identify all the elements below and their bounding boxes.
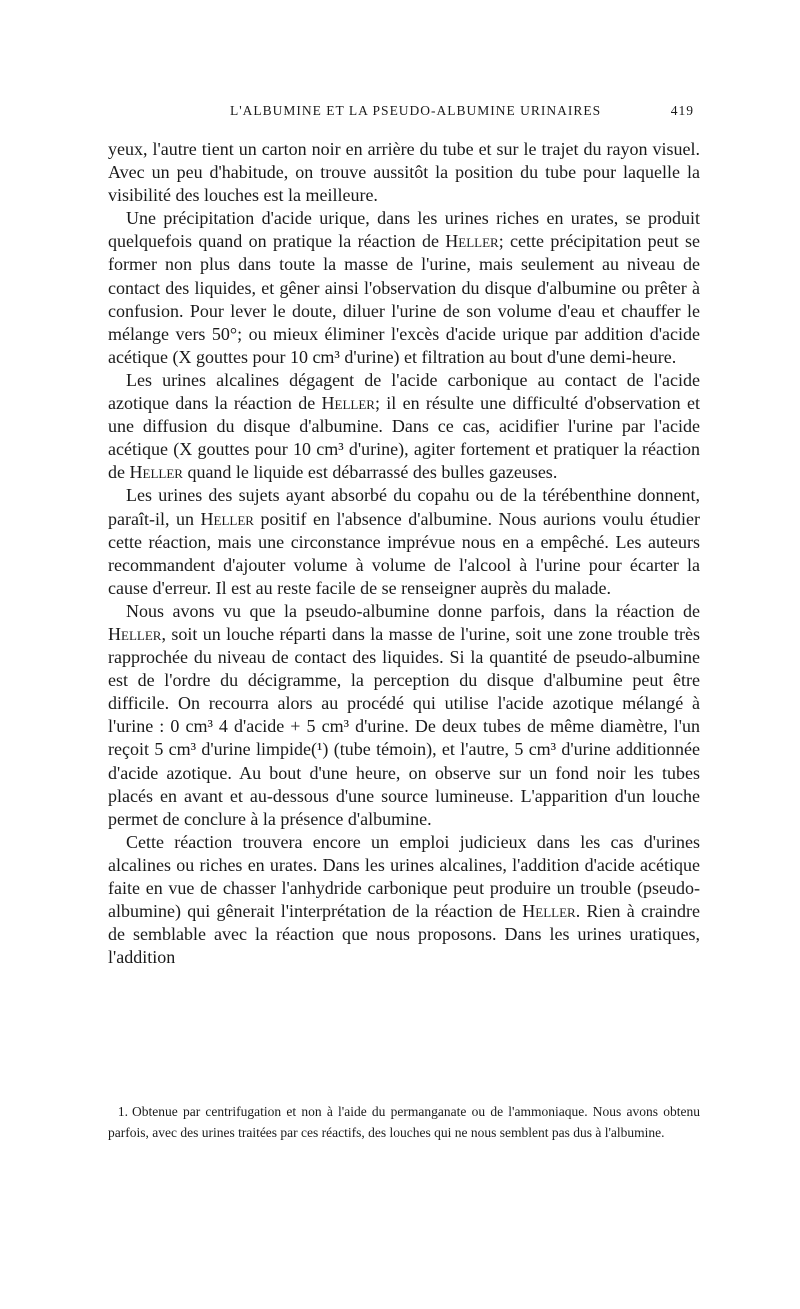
footnote bbox=[108, 1102, 700, 1143]
paragraph bbox=[108, 369, 700, 484]
paragraph-text: quand le liquide est débarrassé des bulles gazeuses. bbox=[182, 462, 558, 483]
paragraph-text: yeux, l'autre tient un carton noir en arrière du tube et sur le trajet du rayon visuel. Avec un peu d'habitude, on trouve aussitôt la position du tube pour laquelle la visibilité des louches est la meilleure. bbox=[108, 139, 700, 206]
paragraph bbox=[108, 484, 700, 599]
author-name: Heller bbox=[522, 901, 576, 922]
paragraph-text: Cette réaction trouvera encore un emploi judicieux dans les cas d'urines alcalines ou riches en urates. Dans les urines alcalines, l'addition d'acide acétique faite en vue de chasser l'anhydride carbonique peut produire un trouble (pseudo-albumine) qui gênerait l'interprétation de la réaction de bbox=[108, 831, 700, 922]
footnote-paragraph bbox=[108, 1102, 700, 1143]
paragraph-text: Nous avons vu que la pseudo-albumine donne parfois, dans la réaction de bbox=[126, 600, 700, 621]
paragraph-text: ; il en résulte une difficulté d'observation et une diffusion du disque d'albumine. Dans ce cas, acidifier l'urine par l'acide acétique (X gouttes pour 10 cm³ d'urine), agiter fortement et pratiquer la réaction de bbox=[108, 393, 700, 483]
paragraph bbox=[108, 207, 700, 369]
running-title: L'ALBUMINE ET LA PSEUDO-ALBUMINE URINAIRES bbox=[230, 103, 602, 118]
paragraph-text: Une précipitation d'acide urique, dans les urines riches en urates, se produit quelquefois quand on pratique la réaction de bbox=[108, 208, 700, 252]
author-name: Heller bbox=[129, 462, 183, 483]
paragraph-text: ; cette précipitation peut se former non plus dans toute la masse de l'urine, mais seulement au niveau de contact des liquides, et gêner ainsi l'observation du disque d'albumine ou prêter à confusion. Pour lever le doute, diluer l'urine de son volume d'eau et chauffer le mélange vers 50°; ou mieux éliminer l'excès d'acide urique par addition d'acide acétique (X gouttes pour 10 cm³ d'urine) et filtration au bout d'une demi-heure. bbox=[108, 231, 701, 367]
paragraph-text: Les urines des sujets ayant absorbé du copahu ou de la térébenthine donnent, paraît-il, un bbox=[108, 485, 700, 529]
author-name: Heller bbox=[445, 231, 499, 252]
author-name: Heller bbox=[108, 623, 162, 644]
paragraph bbox=[108, 138, 700, 207]
body-text bbox=[108, 138, 700, 969]
author-name: Heller bbox=[321, 393, 375, 414]
author-name: Heller bbox=[200, 508, 254, 529]
footnote-text: Obtenue par centrifugation et non à l'aide du permanganate ou de l'ammoniaque. Nous avons obtenu parfois, avec des urines traitées par ces réactifs, des louches qui ne nous semblent pas dus à l'albumine. bbox=[108, 1104, 700, 1140]
footnote-number: 1. bbox=[117, 1104, 128, 1119]
paragraph-text: (tube témoin), et l'autre, 5 cm³ d'urine additionnée d'acide azotique. Au bout d'une heure, on observe sur un fond noir les tubes placés en avant et au-dessous d'une source lumineuse. L'apparition d'un louche permet de conclure à la présence d'albumine. bbox=[108, 739, 700, 829]
paragraph-text: , soit un louche réparti dans la masse de l'urine, soit une zone trouble très rapprochée du niveau de contact des liquides. Si la quantité de pseudo-albumine est de l'ordre du décigramme, la perception du disque d'albumine peut être difficile. On recourra alors au procédé qui utilise l'acide azotique mélangé à l'urine : 0 cm³ 4 d'acide + 5 cm³ d'urine. De deux tubes de même diamètre, l'un reçoit 5 cm³ d'urine limpide bbox=[108, 623, 700, 760]
paragraph bbox=[108, 600, 700, 831]
paragraph-text: positif en l'absence d'albumine. Nous aurions voulu étudier cette réaction, mais une circonstance imprévue nous en a empêché. Les auteurs recommandent d'ajouter volume à volume de l'alcool à l'urine pour écarter la cause d'erreur. Il est au reste facile de se renseigner auprès du malade. bbox=[108, 508, 700, 598]
footnote-reference: (¹) bbox=[311, 739, 329, 760]
page-number: 419 bbox=[670, 103, 694, 118]
paragraph-text: Les urines alcalines dégagent de l'acide carbonique au contact de l'acide azotique dans la réaction de bbox=[108, 369, 700, 414]
paragraph-text: . Rien à craindre de semblable avec la réaction que nous proposons. Dans les urines uratiques, l'addition bbox=[108, 901, 701, 968]
paragraph bbox=[108, 831, 700, 970]
running-head bbox=[108, 103, 700, 125]
